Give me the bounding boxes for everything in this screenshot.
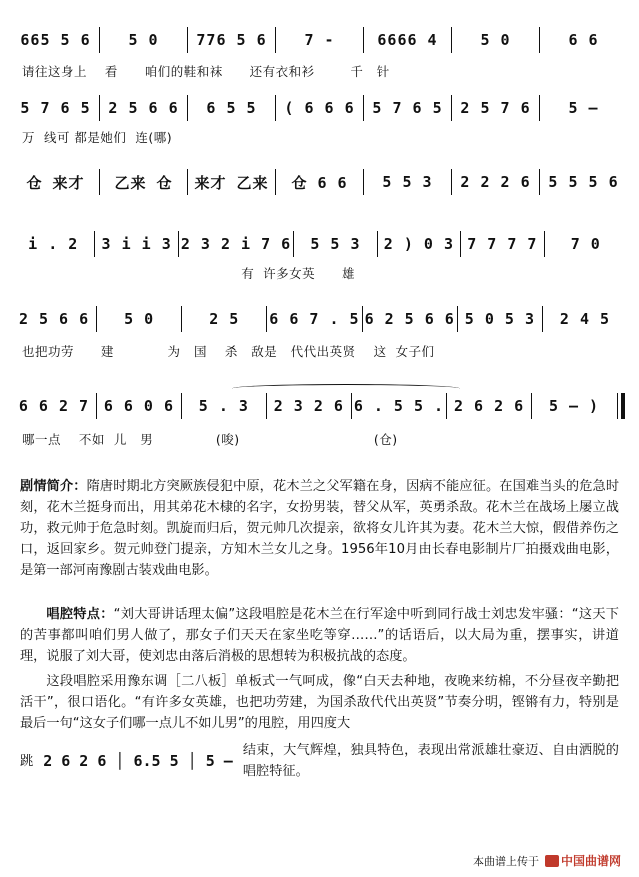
features-paragraph-1: 唱腔特点：“刘大哥讲话理太偏”这段唱腔是花木兰在行军途中听到同行战士刘忠发牢骚：“这天下的苦事都叫咱们男人做了，那女子们天天在家坐吃等穿……”的话语后，以大局为重，摆事实，讲道理，说服了刘大哥，使刘忠由落后消极的思想转为积极抗战的态度。 bbox=[20, 607, 619, 664]
measure: 6 6 0 6 bbox=[103, 397, 175, 415]
logo-icon bbox=[545, 855, 559, 867]
measure: 6 6 2 7 bbox=[18, 397, 90, 415]
measure: 2 4 5 bbox=[559, 310, 611, 328]
footer bbox=[473, 852, 621, 869]
measure: 2 5 bbox=[209, 310, 240, 328]
score-line-1 bbox=[14, 26, 625, 54]
measure: 5 — ) bbox=[548, 397, 600, 415]
measure: 2 3 2 i 7 6 bbox=[180, 235, 292, 253]
measure: 6 6 bbox=[568, 31, 599, 49]
measure: 6 6 7 . 5 bbox=[269, 310, 360, 328]
measure: 5 0 bbox=[128, 31, 159, 49]
measure: 乙来 仓 bbox=[114, 173, 173, 192]
measure: 2 5 6 6 bbox=[18, 310, 90, 328]
jump-notation: 2 6 2 6 │ 6.5 5 │ 5 — bbox=[43, 751, 233, 770]
measure: 7 0 bbox=[570, 235, 601, 253]
measure: 2 ) 0 3 bbox=[383, 235, 454, 253]
measure: 5 0 bbox=[480, 31, 511, 49]
measure: i . 2 bbox=[28, 235, 79, 253]
measure: 665 5 6 bbox=[20, 31, 91, 49]
measure: 6666 4 bbox=[377, 31, 438, 49]
measure: 仓 6 6 bbox=[291, 173, 348, 192]
measure: 2 2 2 6 bbox=[460, 173, 531, 191]
logo-text: 中国曲谱网 bbox=[560, 854, 621, 868]
score-line-5 bbox=[14, 305, 625, 333]
score-line-2 bbox=[14, 94, 625, 122]
lyric-line-1: 请往这身上 看 咱们的鞋和袜 还有衣和衫 千 针 bbox=[22, 64, 390, 79]
measure: 5 0 5 3 bbox=[464, 310, 535, 328]
features-heading: 唱腔特点： bbox=[46, 607, 114, 622]
lyric-line-4: 有 许多女英 雄 bbox=[22, 266, 355, 281]
measure: 6 2 5 6 6 bbox=[364, 310, 455, 328]
synopsis-heading: 剧情简介： bbox=[20, 479, 87, 494]
measure: 5 7 6 5 bbox=[372, 99, 443, 117]
lyric-line-2: 万 线可 都是她们 连(哪) bbox=[22, 130, 173, 145]
measure: 5 5 3 bbox=[310, 235, 361, 253]
lyric-line-5: 也把功劳 建 为 国 杀 敌是 代代出英贤 这 女子们 bbox=[22, 344, 435, 359]
lyric-line-6: 哪一点 不如 儿 男 (唆) (仓) bbox=[22, 432, 398, 447]
measure: 5 0 bbox=[124, 310, 155, 328]
measure: 2 5 7 6 bbox=[460, 99, 531, 117]
features-ending: 结束，大气辉煌，独具特色，表现出常派雄壮豪迈、自由洒脱的唱腔特征。 bbox=[242, 743, 619, 779]
score-line-3 bbox=[14, 168, 625, 196]
measure: 5 5 3 bbox=[382, 173, 433, 191]
jump-prefix: 跳 bbox=[20, 753, 34, 769]
measure: 2 5 6 6 bbox=[108, 99, 179, 117]
measure: 7 7 7 7 bbox=[467, 235, 538, 253]
upload-text: 本曲谱上传于 bbox=[472, 854, 539, 868]
features-paragraph-2: 这段唱腔采用豫东调［二八板］单板式一气呵成，像“白天去种地，夜晚来纺棉，不分昼夜辛勤把活干”，很口语化。“有许多女英雄，也把功劳建，为国杀敌代代出英贤”节奏分明，铿锵有力，特别是最后一句“这女子们哪一点儿不如儿男”的甩腔，用四度大 bbox=[20, 674, 619, 731]
measure: 仓 来才 bbox=[26, 173, 85, 192]
measure: 2 3 2 6 bbox=[273, 397, 344, 415]
measure: 2 6 2 6 bbox=[453, 397, 525, 415]
site-logo[interactable] bbox=[545, 852, 621, 869]
measure: 5 — bbox=[568, 99, 599, 117]
score-line-4 bbox=[14, 230, 625, 258]
measure: 6 5 5 bbox=[206, 99, 257, 117]
measure: 776 5 6 bbox=[196, 31, 267, 49]
synopsis-section bbox=[20, 476, 619, 581]
features-section bbox=[20, 604, 619, 782]
measure: 5 5 5 6 bbox=[548, 173, 619, 191]
measure: ( 6 6 6 bbox=[284, 99, 355, 117]
measure: 3 i i 3 bbox=[101, 235, 172, 253]
synopsis-text: 隋唐时期北方突厥族侵犯中原，花木兰之父军籍在身，因病不能应征。在国难当头的危急时刻，花木兰挺身而出，用其弟花木棣的名字，女扮男装，替父从军，英勇杀敌。花木兰在战场上屡立战功，救元帅于危急时刻。凯旋而归后，贺元帅几次提亲，欲将女儿许其为妻。花木兰大惊，假借养伤之口，返回家乡。贺元帅登门提亲，方知木兰女儿之身。1956年10月由长春电影制片厂拍摄戏曲电影，是第一部河南豫剧古装戏曲电影。 bbox=[20, 479, 620, 578]
measure: 6 . 5 5 . bbox=[353, 397, 445, 415]
measure: 5 7 6 5 bbox=[20, 99, 91, 117]
score-line-6 bbox=[14, 392, 625, 420]
measure: 来才 乙来 bbox=[194, 173, 269, 192]
features-jump-line bbox=[20, 740, 619, 782]
measure: 5 . 3 bbox=[198, 397, 249, 415]
measure: 7 - bbox=[304, 31, 335, 49]
